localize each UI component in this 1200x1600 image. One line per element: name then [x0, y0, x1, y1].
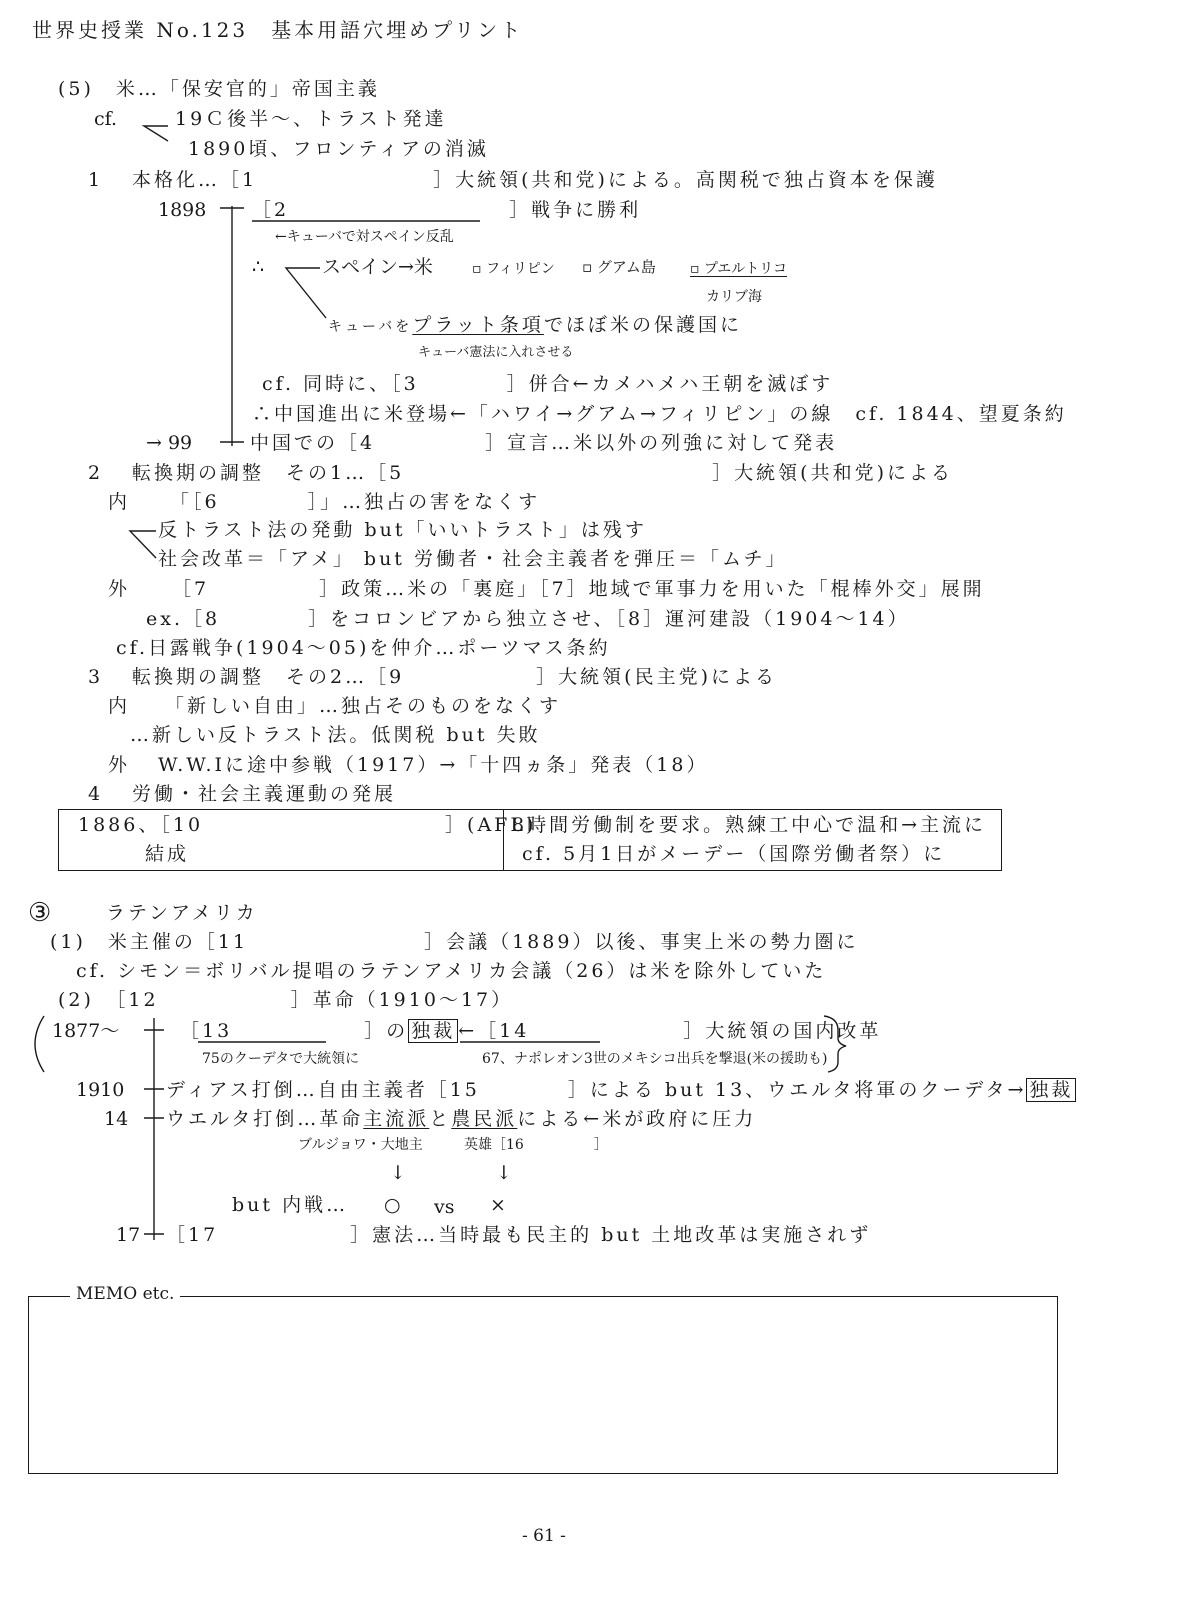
- inner-label-2: 内: [108, 491, 128, 513]
- mainstream-faction: 主流派: [363, 1108, 430, 1130]
- left-paren: [35, 1016, 44, 1072]
- napoleon-note: 67、ナポレオン3世のメキシコ出兵を撃退(米の援助も): [482, 1051, 828, 1067]
- outer-label-3: 外: [108, 754, 128, 776]
- war-line: ［2 ］戦争に勝利: [252, 199, 642, 221]
- mexican-revolution-heading: (2) ［12 ］革命（1910～17）: [58, 989, 514, 1011]
- juarez-blank: ［14 ］: [477, 1020, 706, 1042]
- cuba-constitution-note: キューバ憲法に入れさせる: [418, 345, 574, 360]
- bolivar-line: cf. シモン＝ボリバル提唱のラテンアメリカ会議（26）は米を除外していた: [76, 960, 827, 982]
- cf-bracket: [144, 126, 168, 141]
- table-right-line-1: 8時間労働制を要求。熟練工中心で温和→主流に: [512, 814, 987, 836]
- year-14: 14: [104, 1108, 129, 1130]
- ww1-line: W.W.Ⅰに途中参戦（1917）→「十四ヵ条」発表（18）: [158, 754, 709, 776]
- cf-line-1: 19Ｃ後半～、トラスト発達: [175, 108, 447, 130]
- cf-label: cf.: [94, 108, 118, 130]
- platt-cuba: キューバを: [328, 319, 413, 335]
- section-3-heading: ラテンアメリカ: [106, 902, 258, 924]
- inner-label-3: 内: [108, 695, 128, 717]
- bourgeois-note: ブルジョワ・大地主: [298, 1137, 423, 1153]
- table-left-line-1: 1886、［10 ］(AFL): [78, 814, 537, 836]
- therefore-bracket: [286, 268, 326, 318]
- spain-to-us: スペイン→米: [322, 256, 433, 278]
- reform-bracket: [130, 531, 156, 558]
- diaz-arrow: ←: [458, 1020, 478, 1042]
- point-1-text: 本格化…［1 ］大統領(共和党)による。高関税で独占資本を保護: [132, 169, 938, 191]
- constitution-line: ［17 ］憲法…当時最も民主的 but 土地改革は実施されず: [166, 1224, 872, 1246]
- civil-war-label: but 内戦…: [232, 1194, 349, 1216]
- platt-amendment: プラット条項: [412, 314, 544, 336]
- hero-blank: 英雄［16 ］: [464, 1137, 608, 1153]
- open-door-line: 中国での［4 ］宣言…米以外の列強に対して発表: [250, 432, 838, 454]
- memo-label: MEMO etc.: [70, 1286, 180, 1303]
- down-arrow-1: ↓: [390, 1162, 406, 1184]
- dictatorship-box-2: 独裁: [1026, 1078, 1076, 1102]
- huerta-text: ウエルタ打倒…革命: [166, 1108, 364, 1130]
- cf-line-2: 1890頃、フロンティアの消滅: [188, 138, 489, 160]
- year-17: 17: [116, 1224, 141, 1246]
- year-1877: 1877～: [52, 1020, 120, 1042]
- caribbean-note: カリブ海: [706, 289, 762, 305]
- guam-item: ▫ グアム島: [582, 258, 656, 276]
- new-antitrust-line: …新しい反トラスト法。低関税 but 失敗: [130, 724, 541, 746]
- philippines-item: ▫ フィリピン: [472, 261, 555, 277]
- down-arrow-2: ↓: [496, 1162, 512, 1184]
- cuba-revolt-note: ←キューバで対スペイン反乱: [275, 229, 454, 245]
- pan-american-line: (1) 米主催の［11 ］会議（1889）以後、事実上米の勢力圏に: [50, 931, 859, 953]
- table-right-line-2: cf. 5月1日がメーデー（国際労働者祭）に: [522, 843, 946, 865]
- social-reform-line: 社会改革＝「アメ」 but 労働者・社会主義者を弾圧＝「ムチ」: [158, 548, 788, 570]
- section-3-number: ③: [28, 898, 52, 928]
- point-3-number: 3: [88, 666, 101, 688]
- coup-75-note: 75のクーデタで大統領に: [202, 1051, 360, 1067]
- year-1898: 1898: [158, 199, 207, 221]
- and-connector: と: [429, 1108, 452, 1130]
- right-brace: [824, 1016, 846, 1072]
- new-freedom-line: 「新しい自由」…独占そのものをなくす: [165, 695, 562, 717]
- outer-label-2: 外: [108, 578, 128, 600]
- versus-label: vs: [434, 1196, 455, 1218]
- point-4-number: 4: [88, 783, 101, 805]
- cross-mark: ×: [490, 1194, 506, 1216]
- russo-japanese-line: cf.日露戦争(1904～05)を仲介…ポーツマス条約: [116, 637, 611, 659]
- hawaii-line: cf. 同時に、［3 ］併合←カメハメハ王朝を滅ぼす: [262, 373, 834, 395]
- dictatorship-box: 独裁: [408, 1019, 458, 1043]
- section-5-heading: (5) 米…「保安官的」帝国主義: [58, 78, 380, 100]
- year-1910: 1910: [76, 1079, 125, 1101]
- circle-mark: ○: [384, 1194, 401, 1216]
- therefore-mark: ∴: [252, 256, 265, 278]
- platt-protectorate: でほぼ米の保護国に: [543, 314, 742, 336]
- point-3-text: 転換期の調整 その2…［9 ］大統領(民主党)による: [132, 666, 778, 688]
- us-pressure: による←米が政府に圧力: [517, 1108, 757, 1130]
- panama-line: ex.［8 ］をコロンビアから独立させ、［8］運河建設（1904～14）: [146, 608, 910, 630]
- puerto-rico-item: ▫ プエルトリコ: [690, 261, 787, 277]
- peasant-faction: 農民派: [451, 1108, 518, 1130]
- point-2-number: 2: [88, 462, 101, 484]
- china-advance-line: ∴中国進出に米登場←「ハワイ→グアム→フィリピン」の線 cf. 1844、望夏条約: [252, 403, 1067, 425]
- point-1-number: 1: [88, 169, 101, 191]
- antitrust-line: 反トラスト法の発動 but「いいトラスト」は残す: [158, 519, 647, 541]
- square-deal-line: 「［6 ］」…独占の害をなくす: [170, 491, 541, 513]
- big-stick-line: ［7 ］政策…米の「裏庭」［7］地域で軍事力を用いた「棍棒外交」展開: [172, 578, 985, 600]
- year-99: → 99: [146, 432, 193, 454]
- point-4-text: 労働・社会主義運動の発展: [132, 783, 397, 805]
- point-2-text: 転換期の調整 その1…［5 ］大統領(共和党)による: [132, 462, 954, 484]
- page-number: - 61 -: [522, 1526, 566, 1546]
- madero-text: ディアス打倒…自由主義者［15 ］による but 13、ウエルタ将軍のクーデタ→: [166, 1079, 1027, 1101]
- diaz-blank: ［13 ］の: [180, 1020, 409, 1042]
- table-left-line-2: 結成: [145, 843, 190, 865]
- domestic-reform: 大統領の国内改革: [705, 1020, 882, 1042]
- page-title: 世界史授業 No.123 基本用語穴埋めプリント: [32, 18, 524, 42]
